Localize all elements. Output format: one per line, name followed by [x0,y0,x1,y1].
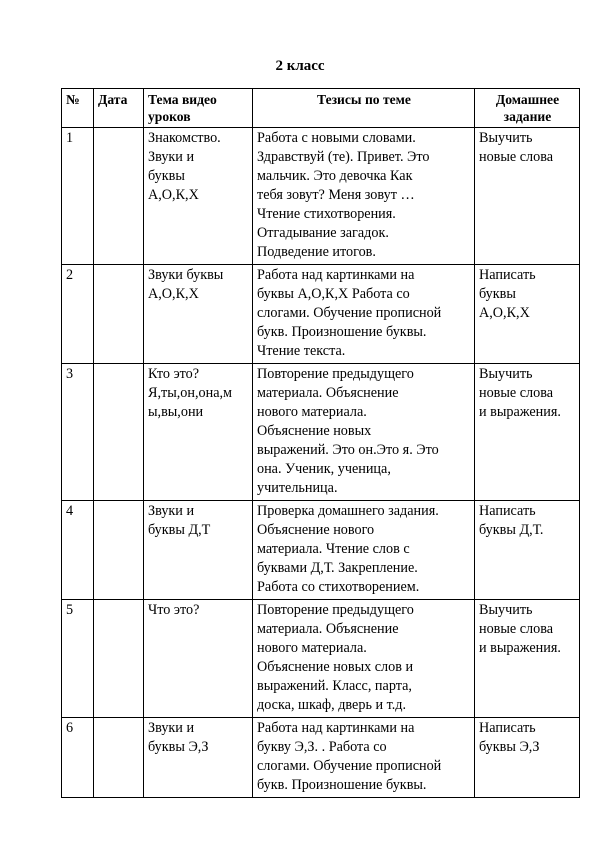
cell-homework-line: новые слова [479,621,554,637]
cell-theses-line: выражений. Класс, парта, [257,678,412,694]
cell-theses [253,364,475,501]
cell-topic [144,265,253,364]
header-topic-line: уроков [148,109,191,124]
cell-topic-line: буквы Э,З [148,739,209,755]
cell-topic [144,364,253,501]
table-row [62,265,580,364]
header-topic-line: Тема видео [148,92,217,107]
cell-topic-line: ы,вы,они [148,404,204,420]
cell-homework [475,501,580,600]
cell-theses-line: она. Ученик, ученица, [257,461,391,477]
cell-homework-line: буквы Э,З [479,739,540,755]
cell-theses-line: букву Э,З. . Работа со [257,739,387,755]
cell-theses [253,718,475,798]
cell-number: 4 [62,501,94,600]
cell-theses-line: нового материала. [257,404,367,420]
cell-theses-line: слогами. Обучение прописной [257,758,442,774]
cell-theses-line: Чтение стихотворения. [257,206,396,222]
cell-homework [475,718,580,798]
cell-theses-line: Объяснение новых [257,423,372,439]
cell-homework-line: новые слова [479,385,554,401]
cell-theses-line: Отгадывание загадок. [257,225,389,241]
cell-topic-line: Знакомство. [148,130,221,146]
cell-homework-line: Выучить [479,130,533,146]
cell-theses-line: материала. Объяснение [257,621,399,637]
cell-theses-line: материала. Объяснение [257,385,399,401]
header-homework [475,89,580,128]
cell-number: 5 [62,600,94,718]
cell-theses-line: слогами. Обучение прописной [257,305,442,321]
cell-theses-line: учительница. [257,480,338,496]
cell-homework-line: буквы Д,Т. [479,522,544,538]
cell-theses-line: Проверка домашнего задания. [257,503,439,519]
cell-homework-line: буквы [479,286,516,302]
cell-theses [253,265,475,364]
header-homework-line: задание [503,109,552,124]
cell-theses-line: Чтение текста. [257,343,346,359]
cell-theses-line: буквы А,О,К,Х Работа со [257,286,410,302]
cell-theses-line: Повторение предыдущего [257,602,414,618]
cell-topic-line: буквы Д,Т [148,522,211,538]
cell-theses-line: Здравствуй (те). Привет. Это [257,149,430,165]
cell-theses-line: нового материала. [257,640,367,656]
cell-theses-line: Объяснение нового [257,522,375,538]
cell-number: 3 [62,364,94,501]
cell-theses-line: Работа с новыми словами. [257,130,416,146]
cell-topic-line: Звуки буквы [148,267,224,283]
table-row [62,364,580,501]
cell-homework-line: и выражения. [479,640,561,656]
cell-homework [475,600,580,718]
cell-homework-line: Написать [479,267,536,283]
cell-topic [144,501,253,600]
cell-date [94,364,144,501]
cell-topic-line: Кто это? [148,366,200,382]
cell-theses-line: Повторение предыдущего [257,366,414,382]
cell-homework-line: Выучить [479,366,533,382]
table-header-row [62,89,580,128]
cell-theses-line: Работа над картинками на [257,267,415,283]
table-row [62,501,580,600]
cell-theses-line: доска, шкаф, дверь и т.д. [257,697,407,713]
cell-topic-line: Звуки и [148,149,195,165]
page-title: 2 класс [275,58,325,74]
cell-theses [253,600,475,718]
cell-homework [475,364,580,501]
cell-date [94,600,144,718]
cell-topic-line: Я,ты,он,она,м [148,385,233,401]
cell-theses-line: Работа над картинками на [257,720,415,736]
table-row [62,600,580,718]
cell-theses [253,128,475,265]
cell-theses [253,501,475,600]
cell-topic [144,718,253,798]
cell-theses-line: буквами Д,Т. Закрепление. [257,560,418,576]
cell-homework [475,265,580,364]
cell-theses-line: мальчик. Это девочка Как [257,168,413,184]
cell-theses-line: букв. Произношение буквы. [257,324,427,340]
cell-topic-line: Звуки и [148,720,195,736]
table-row [62,128,580,265]
lessons-table [61,88,580,798]
cell-date [94,265,144,364]
cell-topic-line: А,О,К,Х [148,286,199,302]
cell-number: 2 [62,265,94,364]
cell-homework-line: новые слова [479,149,554,165]
cell-theses-line: Объяснение новых слов и [257,659,414,675]
cell-topic-line: Звуки и [148,503,195,519]
cell-number: 1 [62,128,94,265]
cell-theses-line: тебя зовут? Меня зовут … [257,187,415,203]
cell-homework-line: Написать [479,503,536,519]
cell-date [94,501,144,600]
header-theses: Тезисы по теме [253,89,475,128]
cell-number: 6 [62,718,94,798]
header-date: Дата [94,89,144,128]
header-homework-line: Домашнее [495,92,560,107]
cell-topic-line: А,О,К,Х [148,187,199,203]
cell-homework-line: и выражения. [479,404,561,420]
cell-homework-line: А,О,К,Х [479,305,530,321]
cell-date [94,718,144,798]
cell-homework-line: Написать [479,720,536,736]
cell-theses-line: материала. Чтение слов с [257,541,410,557]
header-topic [144,89,253,128]
cell-topic-line: буквы [148,168,185,184]
cell-theses-line: Работа со стихотворением. [257,579,420,595]
cell-theses-line: Подведение итогов. [257,244,376,260]
cell-homework [475,128,580,265]
table-body [62,128,580,798]
cell-topic [144,128,253,265]
cell-theses-line: букв. Произношение буквы. [257,777,427,793]
cell-theses-line: выражений. Это он.Это я. Это [257,442,439,458]
table-row [62,718,580,798]
cell-date [94,128,144,265]
header-number: № [62,89,94,128]
cell-topic [144,600,253,718]
cell-homework-line: Выучить [479,602,533,618]
cell-topic-line: Что это? [148,602,200,618]
